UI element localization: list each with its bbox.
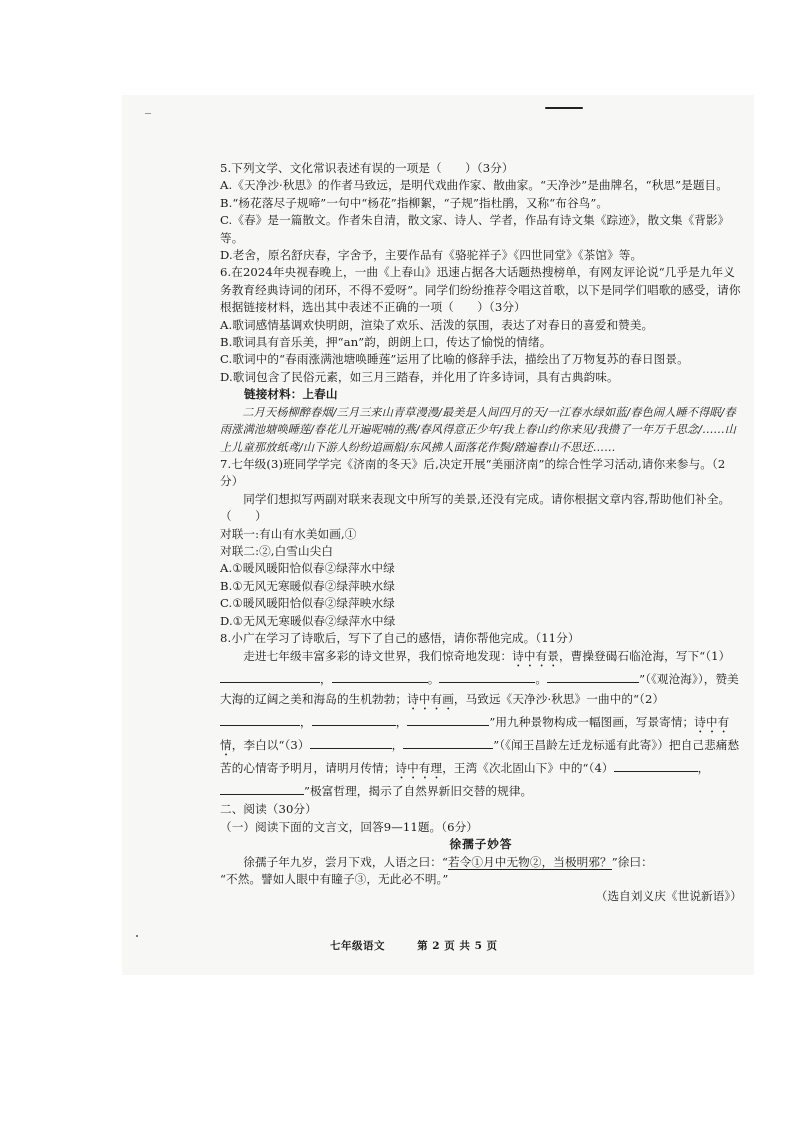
emphasis-text: 诗中有理 xyxy=(395,760,443,775)
para-text: ”（《观沧海》），赞美大海的辽阔之美和海岛的生机勃勃； xyxy=(220,672,739,706)
question-5 xyxy=(220,160,742,264)
para-text: ，李白以“（3） xyxy=(231,737,310,752)
para-text: ， xyxy=(320,672,332,687)
lyrics-text: 二月天杨柳醉春烟/三月三来山青草漫漫/最美是人间四月的天/一江春水绿如蓝/春色闹人睡不得眠/春雨涨满池塘唤睡莲/春花儿开遍呢喃的燕/春风得意正少年/我上春山约你来见/我攒了一年万千思念/……山上儿童那放纸鸢/山下游人纷纷追画船/东风拂人面落花作鬓/踏遍春山不思还…… xyxy=(220,405,736,454)
reading-section xyxy=(220,801,742,905)
underlined-sentence: 若令①月中无物②，当极明邪？ xyxy=(448,854,612,869)
answer-blank-1b[interactable] xyxy=(332,670,428,683)
exam-content xyxy=(220,160,742,906)
option-b: B.①无风无寒暖似春②绿萍映水绿 xyxy=(220,578,395,593)
para-text: 走进七年级丰富多彩的诗文世界，我们惊奇地发现： xyxy=(243,649,513,664)
answer-blank-4a[interactable] xyxy=(614,759,698,772)
question-stem: 7.七年级(3)班同学学完《济南的冬天》后,决定开展“美丽济南”的综合性学习活动,请你来参与。（2分） xyxy=(220,456,726,489)
option-c: C.①暖风暖阳恰似春②绿萍映水绿 xyxy=(220,596,395,611)
option-d: D.老舍，原名舒庆春，字舍予，主要作品有《骆驼祥子》《四世同堂》《茶馆》等。 xyxy=(220,248,643,263)
answer-blank-2c[interactable] xyxy=(407,713,489,726)
option-a: A.①暖风暖阳恰似春②绿萍水中绿 xyxy=(220,561,395,576)
poetry-fill-paragraph xyxy=(220,647,742,801)
section-heading: 二、阅读（30分） xyxy=(220,802,317,817)
answer-blank-1d[interactable] xyxy=(547,670,639,683)
answer-blank-4b[interactable] xyxy=(220,782,304,795)
question-6 xyxy=(220,264,742,455)
question-stem: 6.在2024年央视春晚上，一曲《上春山》迅速占据各大话题热搜榜单，有网友评论说“几乎是九年义务教育经典诗词的闭环，不得不爱呀”。同学们纷纷推荐令唱这首歌，以下是同学们唱歌的感受，请你根据链接材料，选出其中表述不正确的一项（ ）（3分） xyxy=(220,265,741,315)
emphasis-text: 诗中有情 xyxy=(220,714,730,752)
link-material-title: 链接材料：上春山 xyxy=(244,387,338,402)
para-text: 。 xyxy=(535,672,548,687)
answer-blank-3b[interactable] xyxy=(403,736,493,749)
question-8 xyxy=(220,630,742,801)
option-d: D.①无风无寒暖似春②绿萍水中绿 xyxy=(220,613,396,628)
para-text: ”（《闻王昌龄左迁龙标遥有此寄》）把自己悲痛愁苦的心情寄予明月，请明月传情； xyxy=(220,737,740,775)
para-text: ， xyxy=(395,714,408,729)
answer-blank-1a[interactable] xyxy=(220,670,320,683)
question-stem: 8.小广在学习了诗歌后，写下了自己的感悟，请你帮他完成。（11分） xyxy=(220,630,580,645)
option-d: D.歌词包含了民俗元素，如三月三踏春，并化用了许多诗词，具有古典韵味。 xyxy=(220,369,619,384)
couplet-two: 对联二:②,白雪山尖白 xyxy=(220,543,334,558)
para-text: ，曹操登碣石临沧海，写下“（1） xyxy=(558,649,731,664)
article-paragraph xyxy=(220,854,742,871)
option-b: B.歌词具有音乐美，押“an”韵，朗朗上口，传达了愉悦的情绪。 xyxy=(220,335,552,350)
para-text: ”徐曰： xyxy=(611,854,653,869)
answer-blank-2b[interactable] xyxy=(312,713,396,726)
emphasis-text: 诗中有画 xyxy=(407,691,454,706)
article-paragraph: “不然。譬如人眼中有瞳子③，无此必不明。” xyxy=(220,872,449,886)
para-text: ，王湾《次北固山下》中的“（4） xyxy=(442,760,614,775)
question-stem: 5.下列文学、文化常识表述有误的一项是（ ）（3分） xyxy=(220,161,514,175)
page-footer xyxy=(330,938,526,953)
para-text: ”极富哲理，揭示了自然界新旧交替的规律。 xyxy=(304,783,533,798)
scan-mark xyxy=(545,107,583,109)
para-text: ， xyxy=(300,714,312,729)
para-text: ，马致远《天净沙·秋思》一曲中的“（2） xyxy=(453,691,665,706)
couplet-one: 对联一:有山有水美如画,① xyxy=(220,526,357,541)
para-text: ”用九种景物构成一幅图画，写景寄情； xyxy=(489,714,695,729)
scan-mark xyxy=(145,113,151,114)
scan-dot xyxy=(136,935,138,937)
answer-blank-3a[interactable] xyxy=(310,736,392,749)
subsection-heading: （一）阅读下面的文言文，回答9—11题。（6分） xyxy=(220,819,478,834)
para-text: 。 xyxy=(427,672,440,687)
option-c: C.歌词中的“春雨涨满池塘唤睡莲”运用了比喻的修辞手法，描绘出了万物复苏的春日图景。 xyxy=(220,352,689,367)
option-c: C.《春》是一篇散文。作者朱自清，散文家、诗人、学者，作品有诗文集《踪迹》，散文集《背影》等。 xyxy=(220,213,730,245)
footer-page-number: 第 2 页 共 5 页 xyxy=(417,940,498,952)
option-a: A.歌词感情基调欢快明朗，渲染了欢乐、活泼的氛围，表达了对春日的喜爱和赞美。 xyxy=(220,317,654,332)
answer-blank-2a[interactable] xyxy=(220,713,300,726)
answer-blank-1c[interactable] xyxy=(439,670,535,683)
option-a: A.《天净沙·秋思》的作者马致远，是明代戏曲作家、散曲家。“天净沙”是曲牌名，“秋思”是题目。 xyxy=(220,178,728,193)
option-b: B.“杨花落尽子规啼”一句中“杨花”指柳絮，“子规”指杜鹃，又称“布谷鸟”。 xyxy=(220,195,609,210)
footer-subject: 七年级语文 xyxy=(330,940,385,952)
para-text: ， xyxy=(697,760,710,775)
question-intro: 同学们想拟写两副对联来表现文中所写的美景,还没有完成。请你根据文章内容,帮助他们补全。（ ） xyxy=(220,491,731,524)
article-source: （选自刘义庆《世说新语》） xyxy=(595,889,742,904)
para-text: 徐孺子年九岁，尝月下戏，人语之曰：“ xyxy=(243,854,449,869)
question-7 xyxy=(220,456,742,630)
article-title: 徐孺子妙答 xyxy=(449,837,513,852)
emphasis-text: 诗中有景 xyxy=(512,649,559,664)
para-text: ， xyxy=(391,737,404,752)
